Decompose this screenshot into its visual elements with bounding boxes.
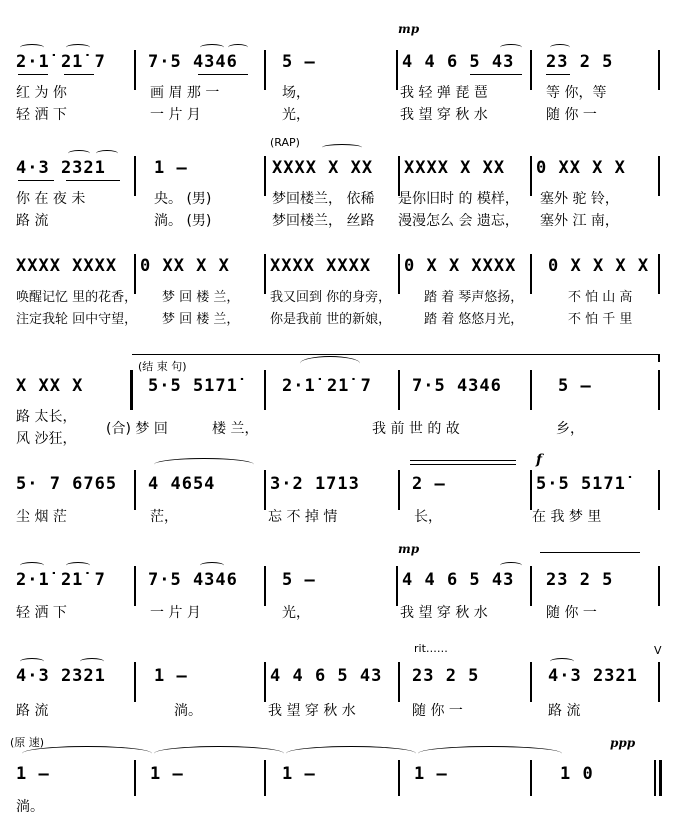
lyric: 央。 (男) <box>154 191 212 207</box>
lyric: 梦 回 楼 兰， <box>162 290 240 305</box>
beam <box>470 74 522 75</box>
barline <box>134 470 136 510</box>
barline <box>530 662 532 702</box>
lyric: 场， <box>282 85 310 101</box>
tie <box>286 746 416 761</box>
measure-1: 4·3 2321 <box>16 666 106 686</box>
lyric: 我 轻 弹 琵 琶 <box>400 85 488 101</box>
lyric: 我 望 穿 秋 水 <box>268 703 356 719</box>
lyric: 路 流 <box>548 703 581 719</box>
lyric: 你是我前 世的新娘， <box>270 312 392 327</box>
measure-3: XXXX XXXX <box>270 256 372 276</box>
barline <box>264 156 266 196</box>
measure-5: 1 0 <box>560 764 594 784</box>
lyric: 随 你 一 <box>546 107 597 123</box>
lyric: 光， <box>282 107 310 123</box>
slur <box>200 562 224 569</box>
barline <box>398 760 400 796</box>
barline <box>658 156 660 196</box>
barline <box>658 662 660 702</box>
slur <box>500 562 522 569</box>
barline <box>264 254 266 294</box>
dynamic-mp: mp <box>398 22 420 36</box>
slur <box>96 150 118 157</box>
lyric: 我又回到 你的身旁， <box>270 290 392 305</box>
measure-5: 4·3 2321 <box>548 666 638 686</box>
lyric: 梦 回 楼 兰， <box>162 312 240 327</box>
barline <box>264 566 266 606</box>
barline <box>658 566 660 606</box>
barline <box>396 50 398 90</box>
slur <box>68 150 90 157</box>
ending-label: (结 束 句) <box>138 360 187 373</box>
measure-4: 1 – <box>414 764 448 784</box>
barline <box>264 370 266 410</box>
measure-1: X XX X <box>16 376 84 396</box>
measure-3: 2·1̇ 21̇ 7 <box>282 376 372 396</box>
lyric: 我 前 世 的 故 <box>372 421 460 437</box>
measure-3: 4 4 6 5 43 <box>270 666 383 686</box>
measure-2: 7·5 4346 <box>148 570 238 590</box>
measure-5: 0 X X X X <box>548 256 650 276</box>
measure-4: 2 – <box>412 474 446 494</box>
slur <box>20 562 44 569</box>
measure-3: 5 – <box>282 570 316 590</box>
lyric: 画 眉 那 一 <box>150 85 220 101</box>
measure-2: 1 – <box>154 158 188 178</box>
barline <box>530 470 532 510</box>
lyric: 唤醒记忆 里的花香， <box>16 290 138 305</box>
crescendo-line <box>410 460 516 461</box>
measure-2: 7·5 4346 <box>148 52 238 72</box>
barline <box>134 760 136 796</box>
lyric: 轻 洒 下 <box>16 605 67 621</box>
slur <box>154 458 254 471</box>
tempo-label: (原 速) <box>10 736 45 749</box>
lyric: 路 流 <box>16 213 49 229</box>
measure-3: XXXX X XX <box>272 158 374 178</box>
tie <box>154 746 284 761</box>
slur <box>228 44 248 51</box>
dynamic-mp: mp <box>398 542 420 556</box>
lyric: 红 为 你 <box>16 85 67 101</box>
lyric: 随 你 一 <box>546 605 597 621</box>
slur <box>500 44 522 51</box>
lyric: 一 片 月 <box>150 107 201 123</box>
slur <box>66 562 90 569</box>
measure-3: 1 – <box>282 764 316 784</box>
measure-5: 23 2 5 <box>546 570 614 590</box>
lyric: 不 怕 千 里 <box>568 312 633 327</box>
lyric: 注定我轮 回中守望， <box>16 312 138 327</box>
barline <box>264 662 266 702</box>
rap-label: (RAP) <box>270 136 300 149</box>
measure-2: 1 – <box>150 764 184 784</box>
slur <box>550 658 574 665</box>
lyric: 风 沙狂， <box>16 431 77 447</box>
barline <box>398 662 400 702</box>
lyric: 不 怕 山 高 <box>568 290 633 305</box>
lyric: 路 流 <box>16 703 49 719</box>
lyric: 塞外 驼 铃， <box>540 191 619 207</box>
measure-2: 1 – <box>154 666 188 686</box>
slur <box>80 658 104 665</box>
beam <box>64 74 94 75</box>
barline <box>398 470 400 510</box>
lyric: 轻 洒 下 <box>16 107 67 123</box>
tie <box>22 746 152 761</box>
measure-2: 0 XX X X <box>140 256 230 276</box>
measure-1: 2·1̇ 21̇ 7 <box>16 52 106 72</box>
lyric: 楼 兰， <box>212 421 259 437</box>
lyric: 光， <box>282 605 310 621</box>
lyric: 塞外 江 南， <box>540 213 619 229</box>
barline <box>134 566 136 606</box>
lyric: 一 片 月 <box>150 605 201 621</box>
barline <box>134 662 136 702</box>
barline <box>396 566 398 606</box>
measure-4: 23 2 5 <box>412 666 480 686</box>
barline <box>530 156 532 196</box>
barline <box>658 370 660 410</box>
lyric: 等 你，等 <box>546 85 607 101</box>
beam <box>18 180 54 181</box>
lyric: 长， <box>414 509 442 525</box>
measure-1: XXXX XXXX <box>16 256 118 276</box>
measure-1: 1 – <box>16 764 50 784</box>
barline <box>264 470 266 510</box>
barline <box>530 566 532 606</box>
final-barline-thin <box>654 760 656 796</box>
lyric: 乡， <box>556 421 584 437</box>
measure-5: 5 – <box>558 376 592 396</box>
measure-2: 4 4654 <box>148 474 216 494</box>
barline <box>658 254 660 294</box>
lyric: 我 望 穿 秋 水 <box>400 107 488 123</box>
final-barline-thick <box>659 760 662 796</box>
ritardando-label: rit…… <box>414 642 448 655</box>
slur <box>300 356 360 371</box>
measure-4: 4 4 6 5 43 <box>402 570 515 590</box>
slur <box>322 144 362 151</box>
measure-4: 7·5 4346 <box>412 376 502 396</box>
dynamic-f: f <box>536 452 543 468</box>
slur <box>66 44 90 51</box>
measure-1: 4·3 2321 <box>16 158 106 178</box>
barline <box>658 50 660 90</box>
lyric: 你 在 夜 未 <box>16 191 86 207</box>
measure-4: 0 X X XXXX <box>404 256 517 276</box>
lyric: (合) 梦 回 <box>106 421 168 437</box>
beam <box>66 180 120 181</box>
barline <box>530 254 532 294</box>
lyric: 淌。 <box>174 703 202 719</box>
measure-1: 2·1̇ 21̇ 7 <box>16 570 106 590</box>
lyric: 淌。 (男) <box>154 213 212 229</box>
beam <box>546 74 570 75</box>
ending-bracket-side <box>658 354 660 362</box>
barline <box>264 760 266 796</box>
measure-3: 5 – <box>282 52 316 72</box>
lyric: 梦回楼兰， 丝路 <box>272 213 375 229</box>
lyric: 是你旧时 的 模样， <box>398 191 519 207</box>
lyric: 踏 着 琴声悠扬， <box>424 290 524 305</box>
lyric: 我 望 穿 秋 水 <box>400 605 488 621</box>
lyric: 漫漫怎么 会 遗忘， <box>398 213 519 229</box>
lyric: 梦回楼兰， 依稀 <box>272 191 375 207</box>
tie <box>418 746 562 761</box>
barline <box>658 470 660 510</box>
measure-4: 4 4 6 5 43 <box>402 52 515 72</box>
lyric: 尘 烟 茫 <box>16 509 67 525</box>
lyric: 踏 着 悠悠月光， <box>424 312 524 327</box>
measure-5: 23 2 5 <box>546 52 614 72</box>
slur <box>20 44 44 51</box>
barline <box>398 254 400 294</box>
barline <box>530 760 532 796</box>
dynamic-ppp: ppp <box>610 736 636 750</box>
measure-1: 5· 7 6765 <box>16 474 118 494</box>
slur <box>200 44 224 51</box>
measure-5: 0 XX X X <box>536 158 626 178</box>
lyric: 茫， <box>150 509 178 525</box>
measure-2: 5·5 5171̇ <box>148 376 238 396</box>
barline <box>398 370 400 410</box>
lyric: 在 我 梦 里 <box>532 509 602 525</box>
crescendo-line <box>410 464 516 465</box>
slur <box>20 658 44 665</box>
beam <box>198 74 248 75</box>
ending-bracket <box>132 354 658 355</box>
barline <box>264 50 266 90</box>
breath-mark: V <box>654 644 662 657</box>
lyric: 随 你 一 <box>412 703 463 719</box>
barline <box>134 156 136 196</box>
lyric: 忘 不 掉 情 <box>268 509 338 525</box>
measure-5: 5·5 5171̇ <box>536 474 626 494</box>
repeat-barline <box>130 370 133 410</box>
measure-4: XXXX X XX <box>404 158 506 178</box>
barline <box>530 50 532 90</box>
lyric: 淌。 <box>16 799 44 815</box>
barline <box>134 50 136 90</box>
slur <box>550 44 570 51</box>
lyric: 路 太长， <box>16 409 77 425</box>
barline <box>530 370 532 410</box>
decrescendo-line <box>540 552 640 553</box>
beam <box>18 74 48 75</box>
measure-3: 3·2 1713 <box>270 474 360 494</box>
